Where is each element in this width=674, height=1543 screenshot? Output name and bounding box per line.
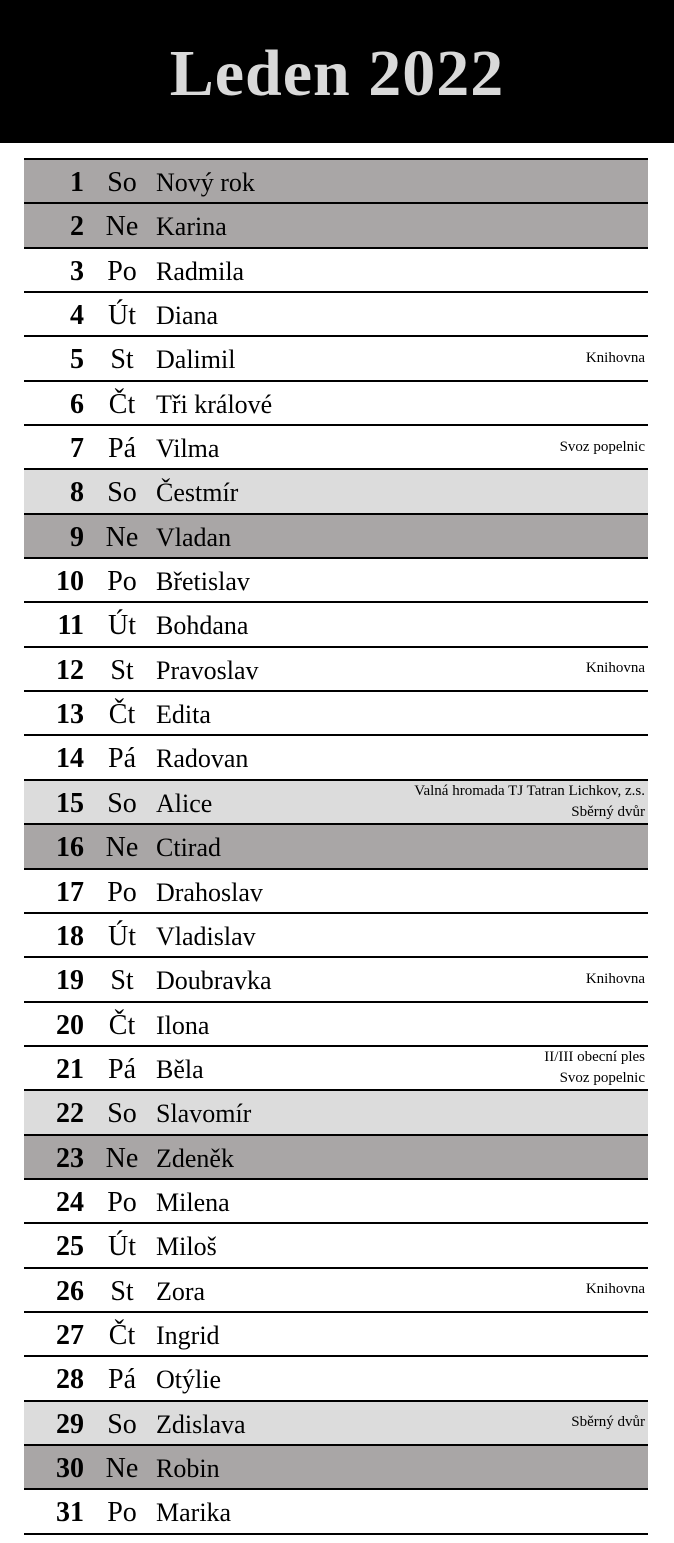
- name-day: Alice: [156, 788, 213, 818]
- event-notes: [560, 426, 645, 468]
- day-number: 2: [70, 211, 84, 243]
- calendar-row: [24, 1313, 648, 1357]
- day-number: 1: [70, 167, 84, 198]
- weekday-label: So: [107, 477, 137, 509]
- weekday-label: Pá: [108, 433, 136, 465]
- name-day: Milena: [156, 1187, 230, 1217]
- weekday-label: Pá: [108, 743, 136, 775]
- day-number: 3: [70, 255, 84, 287]
- calendar-row: [24, 825, 648, 869]
- event-notes: [586, 648, 645, 690]
- day-number: 9: [70, 521, 84, 553]
- day-number: 10: [56, 566, 84, 598]
- weekday-label: So: [107, 787, 137, 819]
- calendar-row: [24, 648, 648, 692]
- name-day: Karina: [156, 212, 227, 242]
- calendar-row: [24, 1224, 648, 1268]
- event-note: Knihovna: [585, 350, 645, 367]
- event-notes: [586, 958, 645, 1000]
- name-day: Běla: [156, 1054, 204, 1084]
- weekday-label: Út: [108, 1231, 136, 1263]
- day-number: 11: [57, 610, 84, 642]
- day-number: 30: [56, 1452, 84, 1484]
- day-number: 12: [56, 654, 84, 686]
- weekday-label: So: [107, 167, 137, 198]
- name-day: Nový rok: [156, 168, 255, 197]
- calendar-row: [24, 1180, 648, 1224]
- weekday-label: Čt: [108, 1319, 136, 1351]
- day-number: 13: [56, 699, 84, 731]
- day-number: 20: [56, 1009, 84, 1041]
- event-note: Valná hromada TJ Tatran Lichkov, z.s.: [414, 782, 645, 799]
- name-day: Tři králové: [156, 389, 273, 419]
- event-notes: [544, 1047, 645, 1089]
- day-number: 5: [70, 344, 84, 376]
- event-note: Sběrný dvůr: [571, 803, 645, 820]
- day-number: 23: [56, 1142, 84, 1174]
- calendar-row: [24, 160, 648, 204]
- weekday-label: So: [107, 1408, 137, 1440]
- day-number: 29: [56, 1408, 84, 1440]
- weekday-label: Út: [108, 920, 136, 952]
- calendar-row: [24, 958, 648, 1002]
- calendar-row: [24, 382, 648, 426]
- day-number: 21: [56, 1053, 84, 1085]
- day-number: 8: [70, 477, 84, 509]
- weekday-label: Čt: [108, 388, 136, 420]
- weekday-label: Po: [107, 255, 137, 287]
- calendar-row: [24, 1136, 648, 1180]
- day-number: 24: [56, 1186, 84, 1218]
- name-day: Drahoslav: [156, 877, 263, 907]
- event-notes: [571, 1402, 645, 1444]
- calendar-row: [24, 559, 648, 603]
- day-number: 4: [70, 300, 84, 332]
- weekday-label: Čt: [108, 1009, 136, 1041]
- calendar-row: [24, 426, 648, 470]
- event-notes: [586, 337, 645, 379]
- calendar-row: [24, 470, 648, 514]
- weekday-label: Út: [108, 610, 136, 642]
- page-title: Leden 2022: [169, 36, 505, 110]
- event-note: Svoz popelnic: [559, 438, 645, 455]
- day-number: 22: [56, 1098, 84, 1130]
- day-number: 19: [56, 965, 84, 997]
- name-day: Slavomír: [156, 1099, 252, 1129]
- weekday-label: Ne: [105, 832, 139, 864]
- calendar-row: [24, 692, 648, 736]
- calendar-row: [24, 914, 648, 958]
- name-day: Vladislav: [156, 921, 256, 951]
- weekday-label: St: [110, 965, 134, 997]
- name-day: Radmila: [156, 256, 245, 286]
- name-day: Radovan: [156, 744, 249, 774]
- name-day: Doubravka: [156, 966, 272, 996]
- calendar-row: [24, 603, 648, 647]
- weekday-label: Pá: [108, 1053, 136, 1085]
- name-day: Miloš: [156, 1232, 217, 1262]
- calendar-row: [24, 204, 648, 248]
- weekday-label: Ne: [105, 1142, 139, 1174]
- name-day: Zdeněk: [156, 1143, 234, 1173]
- name-day: Bohdana: [156, 611, 249, 641]
- calendar-table: [24, 158, 648, 1535]
- weekday-label: Pá: [108, 1364, 136, 1396]
- day-number: 6: [70, 388, 84, 420]
- weekday-label: Po: [107, 1497, 137, 1529]
- day-number: 26: [56, 1275, 84, 1307]
- weekday-label: Po: [107, 1186, 137, 1218]
- weekday-label: Po: [107, 566, 137, 598]
- day-number: 28: [56, 1364, 84, 1396]
- event-note: Knihovna: [585, 970, 645, 987]
- calendar-row: [24, 736, 648, 780]
- calendar-row: [24, 870, 648, 914]
- name-day: Diana: [156, 301, 219, 331]
- name-day: Dalimil: [156, 345, 236, 375]
- event-notes: [586, 1269, 645, 1311]
- weekday-label: Ne: [105, 211, 139, 243]
- name-day: Zora: [156, 1276, 206, 1306]
- name-day: Pravoslav: [156, 655, 259, 685]
- event-note: Knihovna: [585, 1281, 645, 1298]
- name-day: Ilona: [156, 1010, 210, 1040]
- event-note: Svoz popelnic: [559, 1070, 645, 1087]
- day-number: 25: [56, 1231, 84, 1263]
- name-day: Otýlie: [156, 1365, 221, 1395]
- name-day: Marika: [156, 1498, 232, 1528]
- name-day: Robin: [156, 1453, 220, 1483]
- name-day: Vilma: [156, 434, 220, 464]
- weekday-label: Ne: [105, 1452, 139, 1484]
- calendar-row: [24, 1091, 648, 1135]
- weekday-label: St: [110, 344, 134, 376]
- day-number: 16: [56, 832, 84, 864]
- name-day: Ingrid: [156, 1320, 220, 1350]
- weekday-label: Ne: [105, 521, 139, 553]
- event-note: Knihovna: [585, 660, 645, 677]
- calendar-header: [0, 0, 674, 143]
- weekday-label: Čt: [108, 699, 136, 731]
- calendar-row: [24, 1402, 648, 1446]
- event-note: Sběrný dvůr: [571, 1414, 645, 1431]
- day-number: 15: [56, 787, 84, 819]
- name-day: Vladan: [156, 522, 232, 552]
- day-number: 31: [56, 1497, 84, 1529]
- name-day: Ctirad: [156, 833, 221, 863]
- calendar-row: [24, 515, 648, 559]
- day-number: 7: [70, 433, 84, 465]
- calendar-row: [24, 1047, 648, 1091]
- name-day: Zdislava: [156, 1409, 246, 1439]
- calendar-row: [24, 337, 648, 381]
- name-day: Břetislav: [156, 567, 250, 597]
- calendar-row: [24, 1003, 648, 1047]
- weekday-label: Po: [107, 876, 137, 908]
- calendar-row: [24, 293, 648, 337]
- event-note: II/III obecní ples: [544, 1049, 645, 1066]
- day-number: 27: [56, 1319, 84, 1351]
- weekday-label: Út: [108, 300, 136, 332]
- weekday-label: St: [110, 654, 134, 686]
- weekday-label: So: [107, 1098, 137, 1130]
- calendar-row: [24, 1269, 648, 1313]
- name-day: Čestmír: [156, 478, 239, 508]
- calendar-row: [24, 781, 648, 825]
- weekday-label: St: [110, 1275, 134, 1307]
- calendar-row: [24, 1446, 648, 1490]
- calendar-row: [24, 1357, 648, 1401]
- calendar-row: [24, 249, 648, 293]
- day-number: 14: [56, 743, 84, 775]
- calendar-row: [24, 1490, 648, 1534]
- name-day: Edita: [156, 700, 211, 730]
- event-notes: [414, 781, 645, 823]
- day-number: 18: [56, 920, 84, 952]
- day-number: 17: [56, 876, 84, 908]
